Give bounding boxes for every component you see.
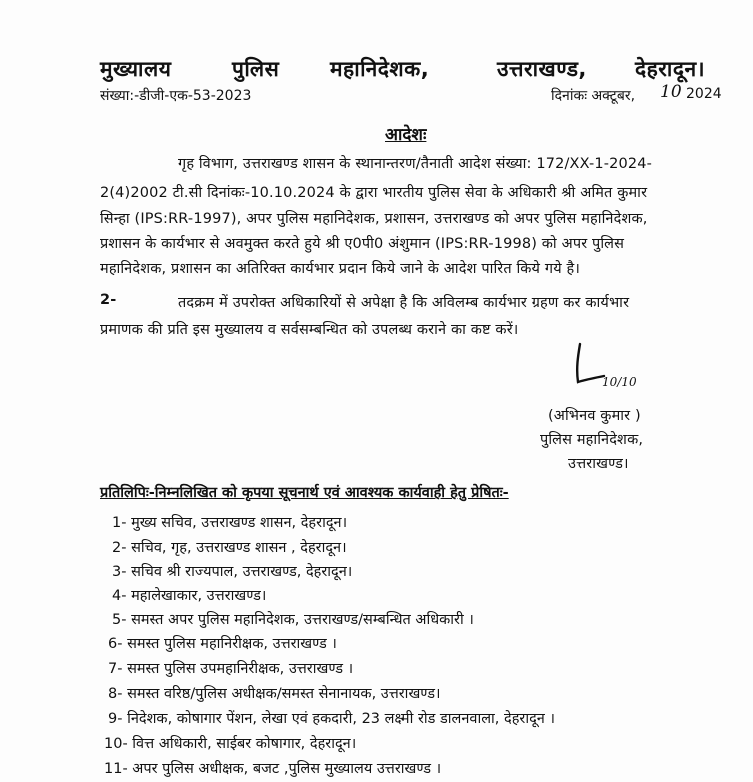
paragraph2-line: प्रमाणक की प्रति इस मुख्यालय व सर्वसम्बन्धित को उपलब्ध कराने का कष्ट करें। [100, 322, 519, 338]
copy-to-item: 1- मुख्य सचिव, उत्तराखण्ड शासन, देहरादून। [112, 515, 348, 531]
paragraph2-number: 2- [100, 292, 117, 308]
header-word-director-general: महानिदेशक, [330, 57, 430, 81]
paragraph1-line: प्रशासन के कार्यभार से अवमुक्त करते हुये श्री ए0पी0 अंशुमान (IPS:RR-1998) को अपर पुलिस [100, 236, 625, 252]
copy-to-item: 9- निदेशक, कोषागार पेंशन, लेखा एवं हकदारी, 23 लक्ष्मी रोड डालनवाला, देहरादून । [108, 711, 555, 727]
signature-initial-date: 10/10 [602, 375, 637, 389]
header-word-headquarters: मुख्यालय [100, 57, 172, 81]
paragraph1-line: महानिदेशक, प्रशासन का अतिरिक्त कार्यभार प्रदान किये जाने के आदेश पारित किये गये है। [100, 261, 581, 277]
copy-to-item: 3- सचिव श्री राज्यपाल, उत्तराखण्ड, देहरादून। [112, 564, 353, 580]
date-year: 2024 [686, 86, 722, 102]
copy-to-item: 11- अपर पुलिस अधीक्षक, बजट ,पुलिस मुख्यालय उत्तराखण्ड । [104, 761, 442, 777]
copy-to-item: 8- समस्त वरिष्ठ/पुलिस अधीक्षक/समस्त सेनानायक, उत्तराखण्ड। [108, 686, 441, 702]
paragraph1-line: सिन्हा (IPS:RR-1997), अपर पुलिस महानिदेशक, प्रशासन, उत्तराखण्ड को अपर पुलिस महानिदेशक, [100, 211, 648, 227]
paragraph1-line: 2(4)2002 टी.सी दिनांकः-10.10.2024 के द्वारा भारतीय पुलिस सेवा के अधिकारी श्री अमित कुमार [100, 185, 648, 201]
signatory-designation: पुलिस महानिदेशक, [540, 432, 644, 448]
copy-to-item: 4- महालेखाकार, उत्तराखण्ड। [112, 588, 267, 604]
copy-to-heading: प्रतिलिपिः-निम्नलिखित को कृपया सूचनार्थ एवं आवश्यक कार्यवाही हेतु प्रेषितः- [100, 485, 509, 501]
copy-to-item: 2- सचिव, गृह, उत्तराखण्ड शासन , देहरादून। [112, 540, 347, 556]
copy-to-item: 10- वित्त अधिकारी, साईबर कोषागार, देहरादून। [104, 736, 357, 752]
date-label: दिनांकः अक्टूबर, [551, 88, 636, 104]
header-word-uttarakhand: उत्तराखण्ड, [497, 57, 587, 81]
copy-to-item: 6- समस्त पुलिस महानिरीक्षक, उत्तराखण्ड । [108, 636, 337, 652]
paragraph2-line: तदक्रम में उपरोक्त अधिकारियों से अपेक्षा है कि अविलम्ब कार्यभार ग्रहण कर कार्यभार [178, 295, 630, 311]
signatory-name: (अभिनव कुमार ) [548, 408, 641, 424]
copy-to-item: 5- समस्त अपर पुलिस महानिदेशक, उत्तराखण्ड/सम्बन्धित अधिकारी । [112, 612, 474, 628]
copy-to-item: 7- समस्त पुलिस उपमहानिरीक्षक, उत्तराखण्ड । [108, 661, 354, 677]
reference-number: संख्या:-डीजी-एक-53-2023 [100, 88, 252, 104]
header-word-dehradun: देहरादून। [635, 57, 706, 81]
header-word-police: पुलिस [232, 57, 280, 81]
signature-mark [560, 338, 640, 400]
order-title: आदेशः [385, 125, 427, 145]
signatory-state: उत्तराखण्ड। [568, 456, 629, 472]
paragraph1-line: गृह विभाग, उत्तराखण्ड शासन के स्थानान्तरण/तैनाती आदेश संख्या: 172/XX-1-2024- [178, 156, 652, 172]
date-handwritten-day: 10 [660, 82, 682, 102]
